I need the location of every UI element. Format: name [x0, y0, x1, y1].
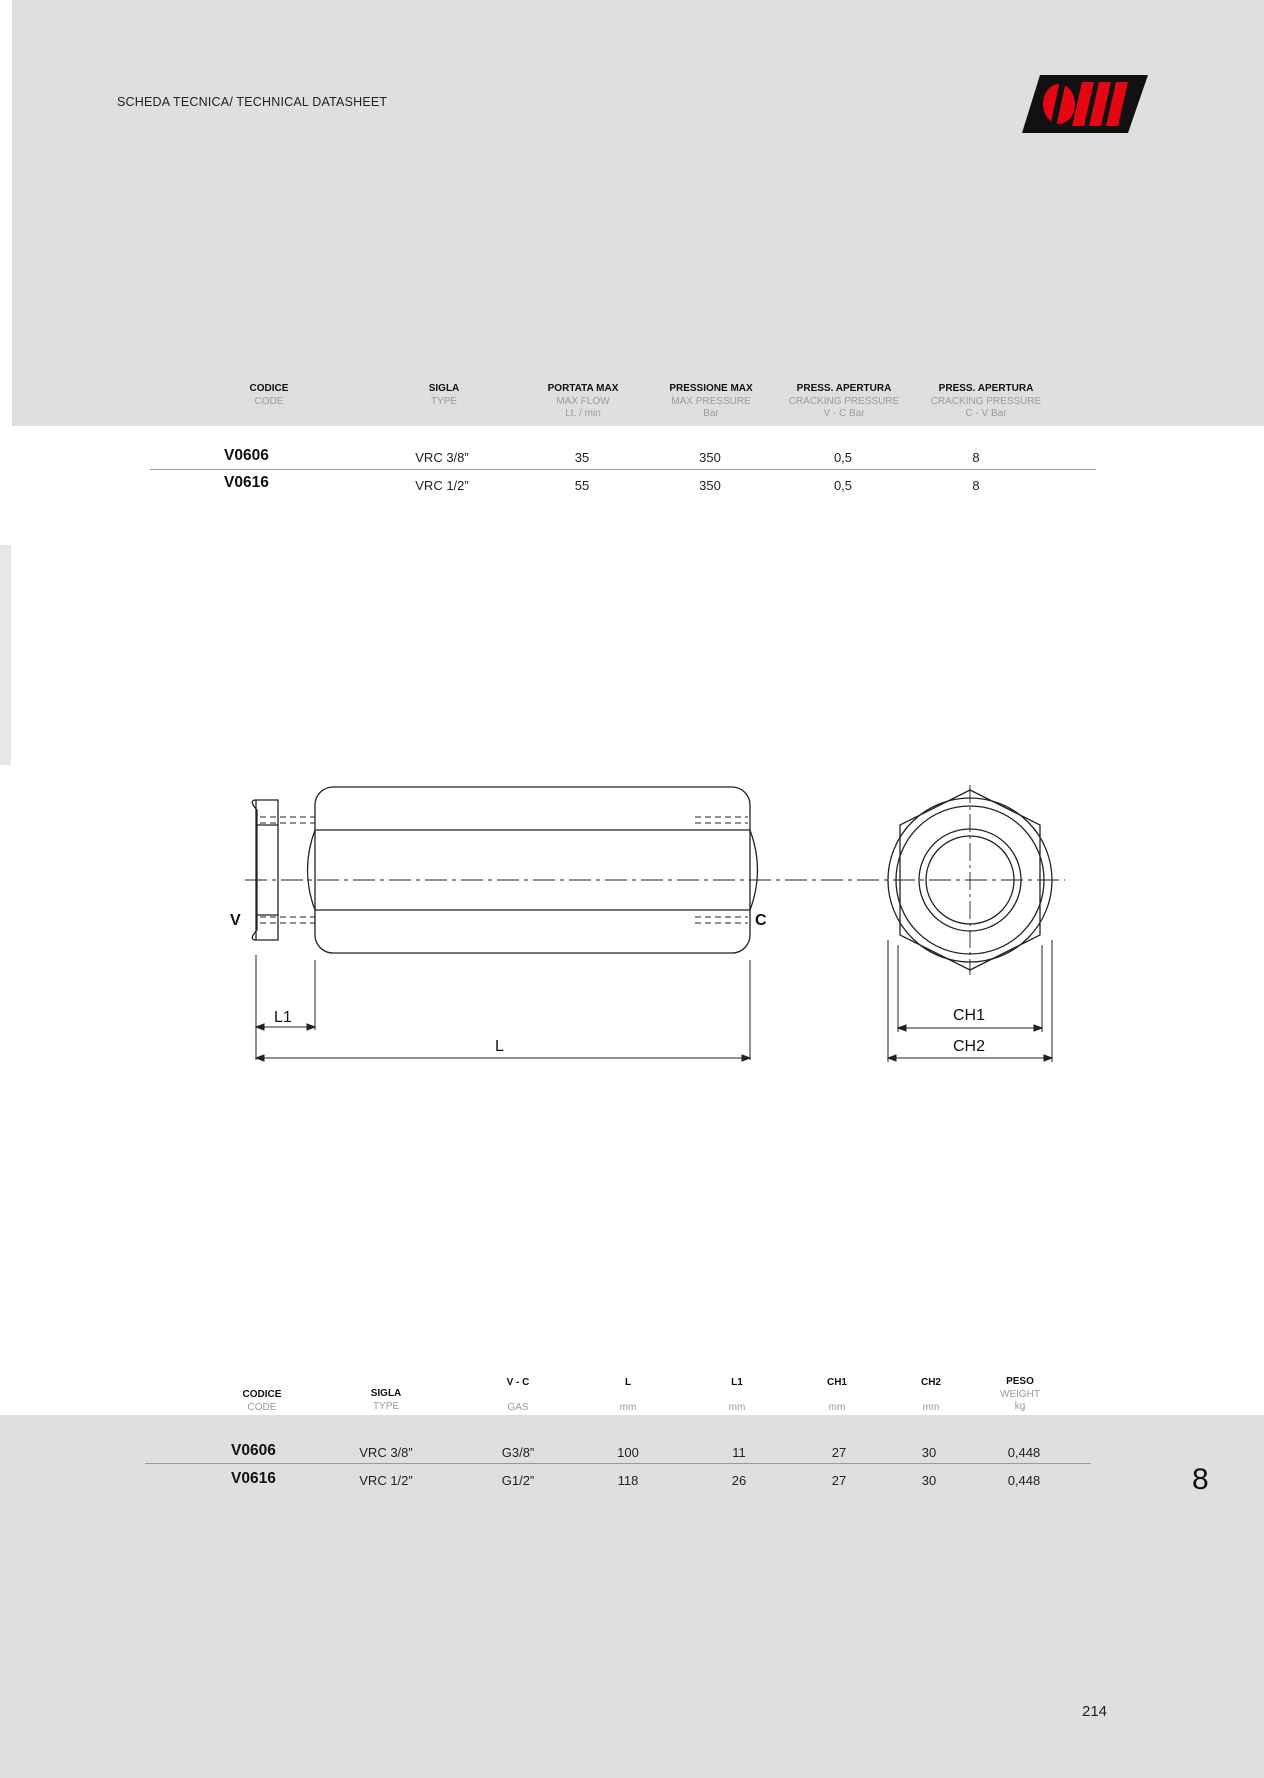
header-l1 — [697, 1377, 777, 1414]
table-cell-code: V0606 — [231, 1442, 276, 1459]
header-main: CODICE — [242, 1389, 282, 1400]
header-main: SIGLA — [428, 383, 460, 394]
table-cell-code: V0616 — [231, 1470, 276, 1487]
header-sub: mm — [828, 1401, 846, 1413]
table-cell-ch1: 27 — [831, 1473, 847, 1488]
header-sub: mm — [922, 1401, 940, 1413]
header-type — [336, 1388, 436, 1413]
header-main: SIGLA — [370, 1388, 402, 1399]
header-weight — [980, 1376, 1060, 1414]
header-unit: Lt. / min — [565, 408, 601, 419]
bottom-gray-band — [0, 1415, 1264, 1778]
header-main: PRESS. APERTURA — [796, 383, 892, 394]
table-cell-l: 118 — [617, 1473, 639, 1488]
table-cell-cracking-vc: 0,5 — [833, 478, 853, 493]
header-code — [219, 383, 319, 408]
table-cell-cracking-cv: 8 — [972, 478, 980, 493]
header-l — [588, 1377, 668, 1414]
header-unit: kg — [1014, 1401, 1026, 1412]
table-cell-gas: G3/8” — [501, 1445, 535, 1460]
header-sub: CODE — [247, 1401, 277, 1413]
table-cell-code: V0606 — [224, 447, 269, 464]
table-cell-pressure: 350 — [699, 478, 721, 493]
header-main: PRESS. APERTURA — [938, 383, 1034, 394]
side-view-long-hex — [308, 787, 758, 953]
header-main: PRESSIONE MAX — [669, 383, 753, 394]
port-label-c: C — [755, 912, 767, 929]
port-label-v: V — [230, 912, 241, 929]
header-main: V - C — [506, 1377, 530, 1388]
top-gray-band — [12, 0, 1264, 426]
header-sub: WEIGHT — [1000, 1388, 1040, 1400]
dimension-label-ch1: CH1 — [953, 1007, 986, 1024]
table-cell-weight: 0,448 — [1007, 1445, 1041, 1460]
table-cell-pressure: 350 — [699, 450, 721, 465]
dimension-label-l: L — [495, 1038, 504, 1055]
table-cell-l: 100 — [617, 1445, 639, 1460]
table-cell-type: VRC 3/8” — [415, 450, 469, 465]
header-sub: CODE — [254, 395, 284, 407]
header-max-pressure — [651, 383, 771, 421]
header-ch2 — [891, 1377, 971, 1414]
table-cell-flow: 35 — [574, 450, 590, 465]
table-cell-gas: G1/2” — [501, 1473, 535, 1488]
header-main: L1 — [731, 1377, 743, 1388]
side-tab — [0, 545, 11, 765]
table-cell-type: VRC 1/2” — [415, 478, 469, 493]
header-max-flow — [523, 383, 643, 421]
table-divider — [145, 1463, 1091, 1464]
table-cell-l1: 26 — [731, 1473, 747, 1488]
table-cell-weight: 0,448 — [1007, 1473, 1041, 1488]
table-cell-l1: 11 — [732, 1445, 746, 1460]
header-main: CODICE — [249, 383, 289, 394]
table-cell-cracking-vc: 0,5 — [833, 450, 853, 465]
header-main: CH1 — [826, 1377, 847, 1388]
header-unit: C - V Bar — [965, 408, 1007, 419]
header-main: PESO — [1006, 1376, 1034, 1387]
chapter-number: 8 — [1192, 1463, 1209, 1496]
header-sub: CRACKING PRESSURE — [788, 395, 900, 407]
header-sub: MAX PRESSURE — [671, 395, 751, 407]
side-view-small-hex — [252, 800, 278, 940]
table-cell-ch2: 30 — [921, 1473, 937, 1488]
header-type — [394, 383, 494, 408]
om-logo-icon — [1022, 75, 1148, 133]
table-cell-code: V0616 — [224, 474, 269, 491]
header-sub: MAX FLOW — [556, 395, 610, 407]
header-main: CH2 — [920, 1377, 941, 1388]
header-ch1 — [797, 1377, 877, 1414]
dimension-label-ch2: CH2 — [953, 1038, 986, 1055]
page-number: 214 — [1082, 1703, 1108, 1720]
page-header-title: SCHEDA TECNICA/ TECHNICAL DATASHEET — [117, 95, 388, 109]
dimension-label-l1: L1 — [274, 1009, 292, 1026]
table-cell-ch1: 27 — [831, 1445, 847, 1460]
table-cell-cracking-cv: 8 — [972, 450, 980, 465]
header-main: PORTATA MAX — [547, 383, 619, 394]
table-cell-type: VRC 1/2” — [359, 1473, 413, 1488]
header-sub: TYPE — [372, 1400, 400, 1412]
header-cracking-vc — [779, 383, 909, 421]
header-gas — [478, 1377, 558, 1414]
table-divider — [150, 469, 1096, 470]
technical-drawing — [220, 770, 1080, 1070]
header-sub: mm — [728, 1401, 746, 1413]
header-unit: Bar — [703, 408, 719, 419]
header-sub: GAS — [507, 1401, 529, 1413]
table-cell-type: VRC 3/8” — [359, 1445, 413, 1460]
header-sub: TYPE — [430, 395, 458, 407]
header-unit: V - C Bar — [823, 408, 865, 419]
header-cracking-cv — [921, 383, 1051, 421]
header-sub: mm — [619, 1401, 637, 1413]
table-cell-flow: 55 — [574, 478, 590, 493]
header-sub: CRACKING PRESSURE — [930, 395, 1042, 407]
header-main: L — [624, 1377, 632, 1388]
table-cell-ch2: 30 — [921, 1445, 937, 1460]
header-code — [212, 1389, 312, 1414]
